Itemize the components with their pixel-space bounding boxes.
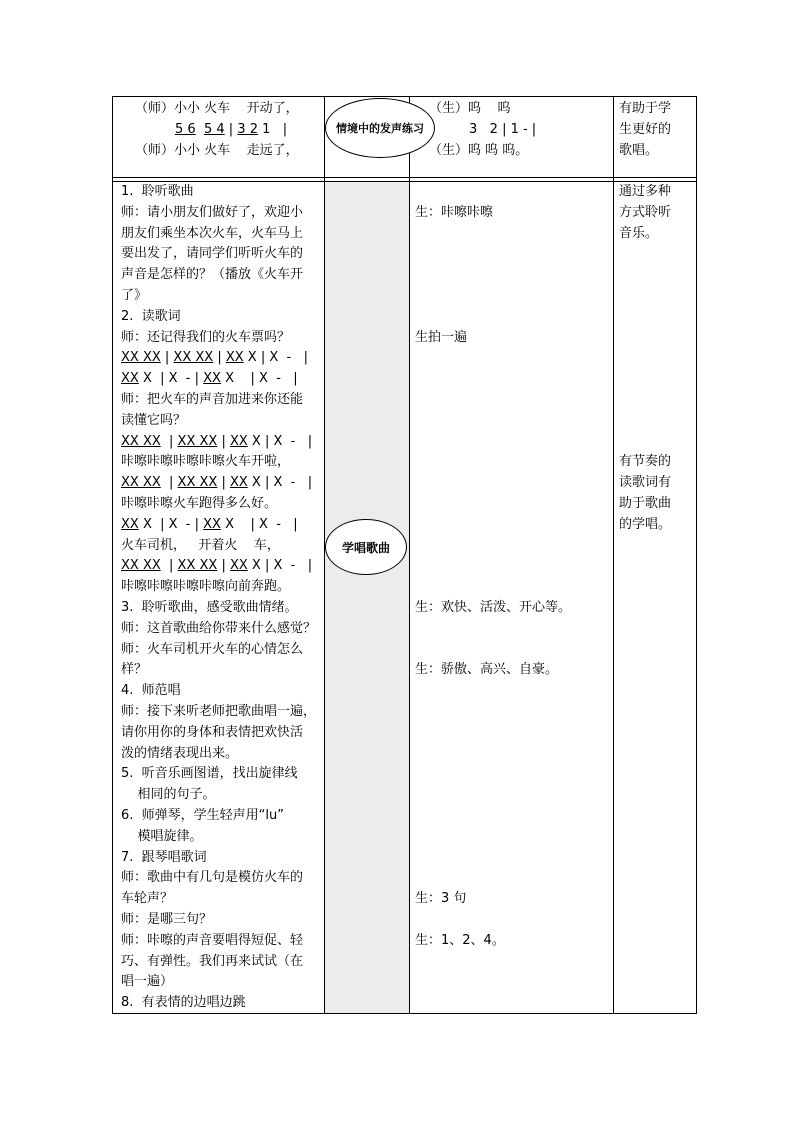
teacher-line: 师：还记得我们的火车票吗？: [121, 329, 291, 345]
student-response: 生：1、2、4。: [415, 932, 505, 948]
teacher-line: 请你用你的身体和表情把欢快活: [121, 724, 304, 740]
purpose-line: 有助于学: [619, 101, 672, 116]
purpose-line: 读歌词有: [619, 475, 672, 491]
rhythm-row: XX XX | XX XX | XX X | X - |: [121, 558, 313, 574]
teacher-line: 朋友们乘坐本次火车，火车马上: [121, 225, 304, 241]
teacher-line: 要出发了，请同学们听听火车的: [121, 246, 304, 262]
teacher-line: （师）小小 火车 开动了，: [135, 101, 299, 116]
teacher-line: 巧、有弹性。我们再来试试（在: [121, 953, 304, 969]
teacher-line: 师：请小朋友们做好了，欢迎小: [121, 204, 304, 220]
row-divider: [113, 181, 696, 182]
teacher-line: 读懂它吗？: [121, 412, 187, 428]
purpose-line: 生更好的: [619, 121, 672, 137]
student-line: （生）呜 呜: [429, 101, 511, 116]
rhythm-row: XX XX | XX XX | XX X | X - |: [121, 350, 308, 366]
teacher-line: （师）小小 火车 走远了，: [135, 143, 299, 158]
purpose-line: 歌唱。: [619, 142, 659, 158]
rhythm-row: XX XX | XX XX | XX X | X - |: [121, 475, 313, 491]
teacher-line: 泼的情绪表现出来。: [121, 745, 239, 761]
section-column-shading: [325, 181, 409, 1013]
teacher-line: 声音是怎样的？（播放《火车开: [121, 267, 304, 283]
section-label: 学唱歌曲: [341, 540, 390, 555]
student-response: 生：咔嚓咔嚓: [415, 204, 494, 220]
purpose-line: 音乐。: [619, 225, 659, 241]
purpose-line: 助于歌曲: [619, 496, 672, 511]
teacher-line: 师：接下来听老师把歌曲唱一遍，: [121, 704, 317, 719]
purpose-line: 的学唱。: [619, 516, 672, 532]
column-divider: [324, 97, 325, 1013]
teacher-line: 了》: [121, 288, 148, 303]
teacher-line: 3. 聆听歌曲，感受歌曲情绪。: [121, 600, 298, 615]
teacher-line: 7. 跟琴唱歌词: [121, 849, 207, 865]
teacher-line: 咔嚓咔嚓咔嚓咔嚓向前奔跑。: [121, 579, 291, 595]
teacher-line: 师：把火车的声音加进来你还能: [121, 392, 304, 407]
teacher-line: 师：咔嚓的声音要唱得短促、轻: [121, 932, 304, 948]
teacher-line: 相同的句子。: [121, 787, 216, 803]
column-divider: [409, 97, 410, 1013]
teacher-line: 师：歌曲中有几句是模仿火车的: [121, 870, 304, 886]
teacher-line: 6. 师弹琴，学生轻声用“lu”: [121, 808, 284, 823]
teacher-line: 1. 聆听歌曲: [121, 184, 194, 199]
teacher-line: 唱一遍）: [121, 974, 174, 990]
student-response: 生：欢快、活泼、开心等。: [415, 600, 572, 615]
teacher-line: 师：这首歌曲给你带来什么感觉？: [121, 620, 317, 636]
purpose-line: 有节奏的: [619, 454, 672, 470]
teacher-line: 师：是哪三句？: [121, 912, 213, 927]
melody-notation: 5 6 5 4 | 3 2 1 |: [175, 122, 288, 137]
purpose-line: 通过多种: [619, 184, 672, 199]
teacher-line: 火车司机， 开着火 车，: [121, 537, 280, 553]
purpose-line: 方式聆听: [619, 204, 672, 220]
teacher-line: 样？: [121, 662, 148, 678]
teacher-line: 咔嚓咔嚓咔嚓咔嚓火车开啦，: [121, 454, 291, 470]
rhythm-row: XX XX | XX XX | XX X | X - |: [121, 433, 313, 449]
teacher-line: 4. 师范唱: [121, 683, 181, 699]
teacher-line: 5. 听音乐画图谱，找出旋律线: [121, 766, 298, 782]
teacher-line: 车轮声？: [121, 891, 174, 907]
student-response: 生：骄傲、高兴、自豪。: [415, 662, 559, 678]
rhythm-row: XX X | X - | XX X | X - |: [121, 516, 298, 532]
section-label: 情境中的发声练习: [336, 122, 424, 135]
teacher-line: 8. 有表情的边唱边跳: [121, 995, 246, 1011]
student-line: （生）呜 呜 呜。: [429, 143, 529, 158]
teacher-line: 2. 读歌词: [121, 308, 181, 324]
column-divider: [613, 97, 614, 1013]
teacher-line: 咔嚓咔嚓火车跑得多么好。: [121, 496, 278, 511]
teacher-line: 师：火车司机开火车的心情怎么: [121, 641, 304, 657]
teacher-line: 模唱旋律。: [121, 828, 203, 844]
student-notation: 3 2 | 1 - |: [469, 122, 537, 137]
section-label-oval: [325, 519, 407, 575]
student-response: 生：3 句: [415, 891, 467, 907]
row-divider: [113, 177, 696, 178]
section-label-oval: [325, 98, 435, 158]
rhythm-row: XX X | X - | XX X | X - |: [121, 371, 298, 387]
lesson-plan-table: [112, 96, 697, 1014]
student-response: 生拍一遍: [415, 329, 468, 345]
